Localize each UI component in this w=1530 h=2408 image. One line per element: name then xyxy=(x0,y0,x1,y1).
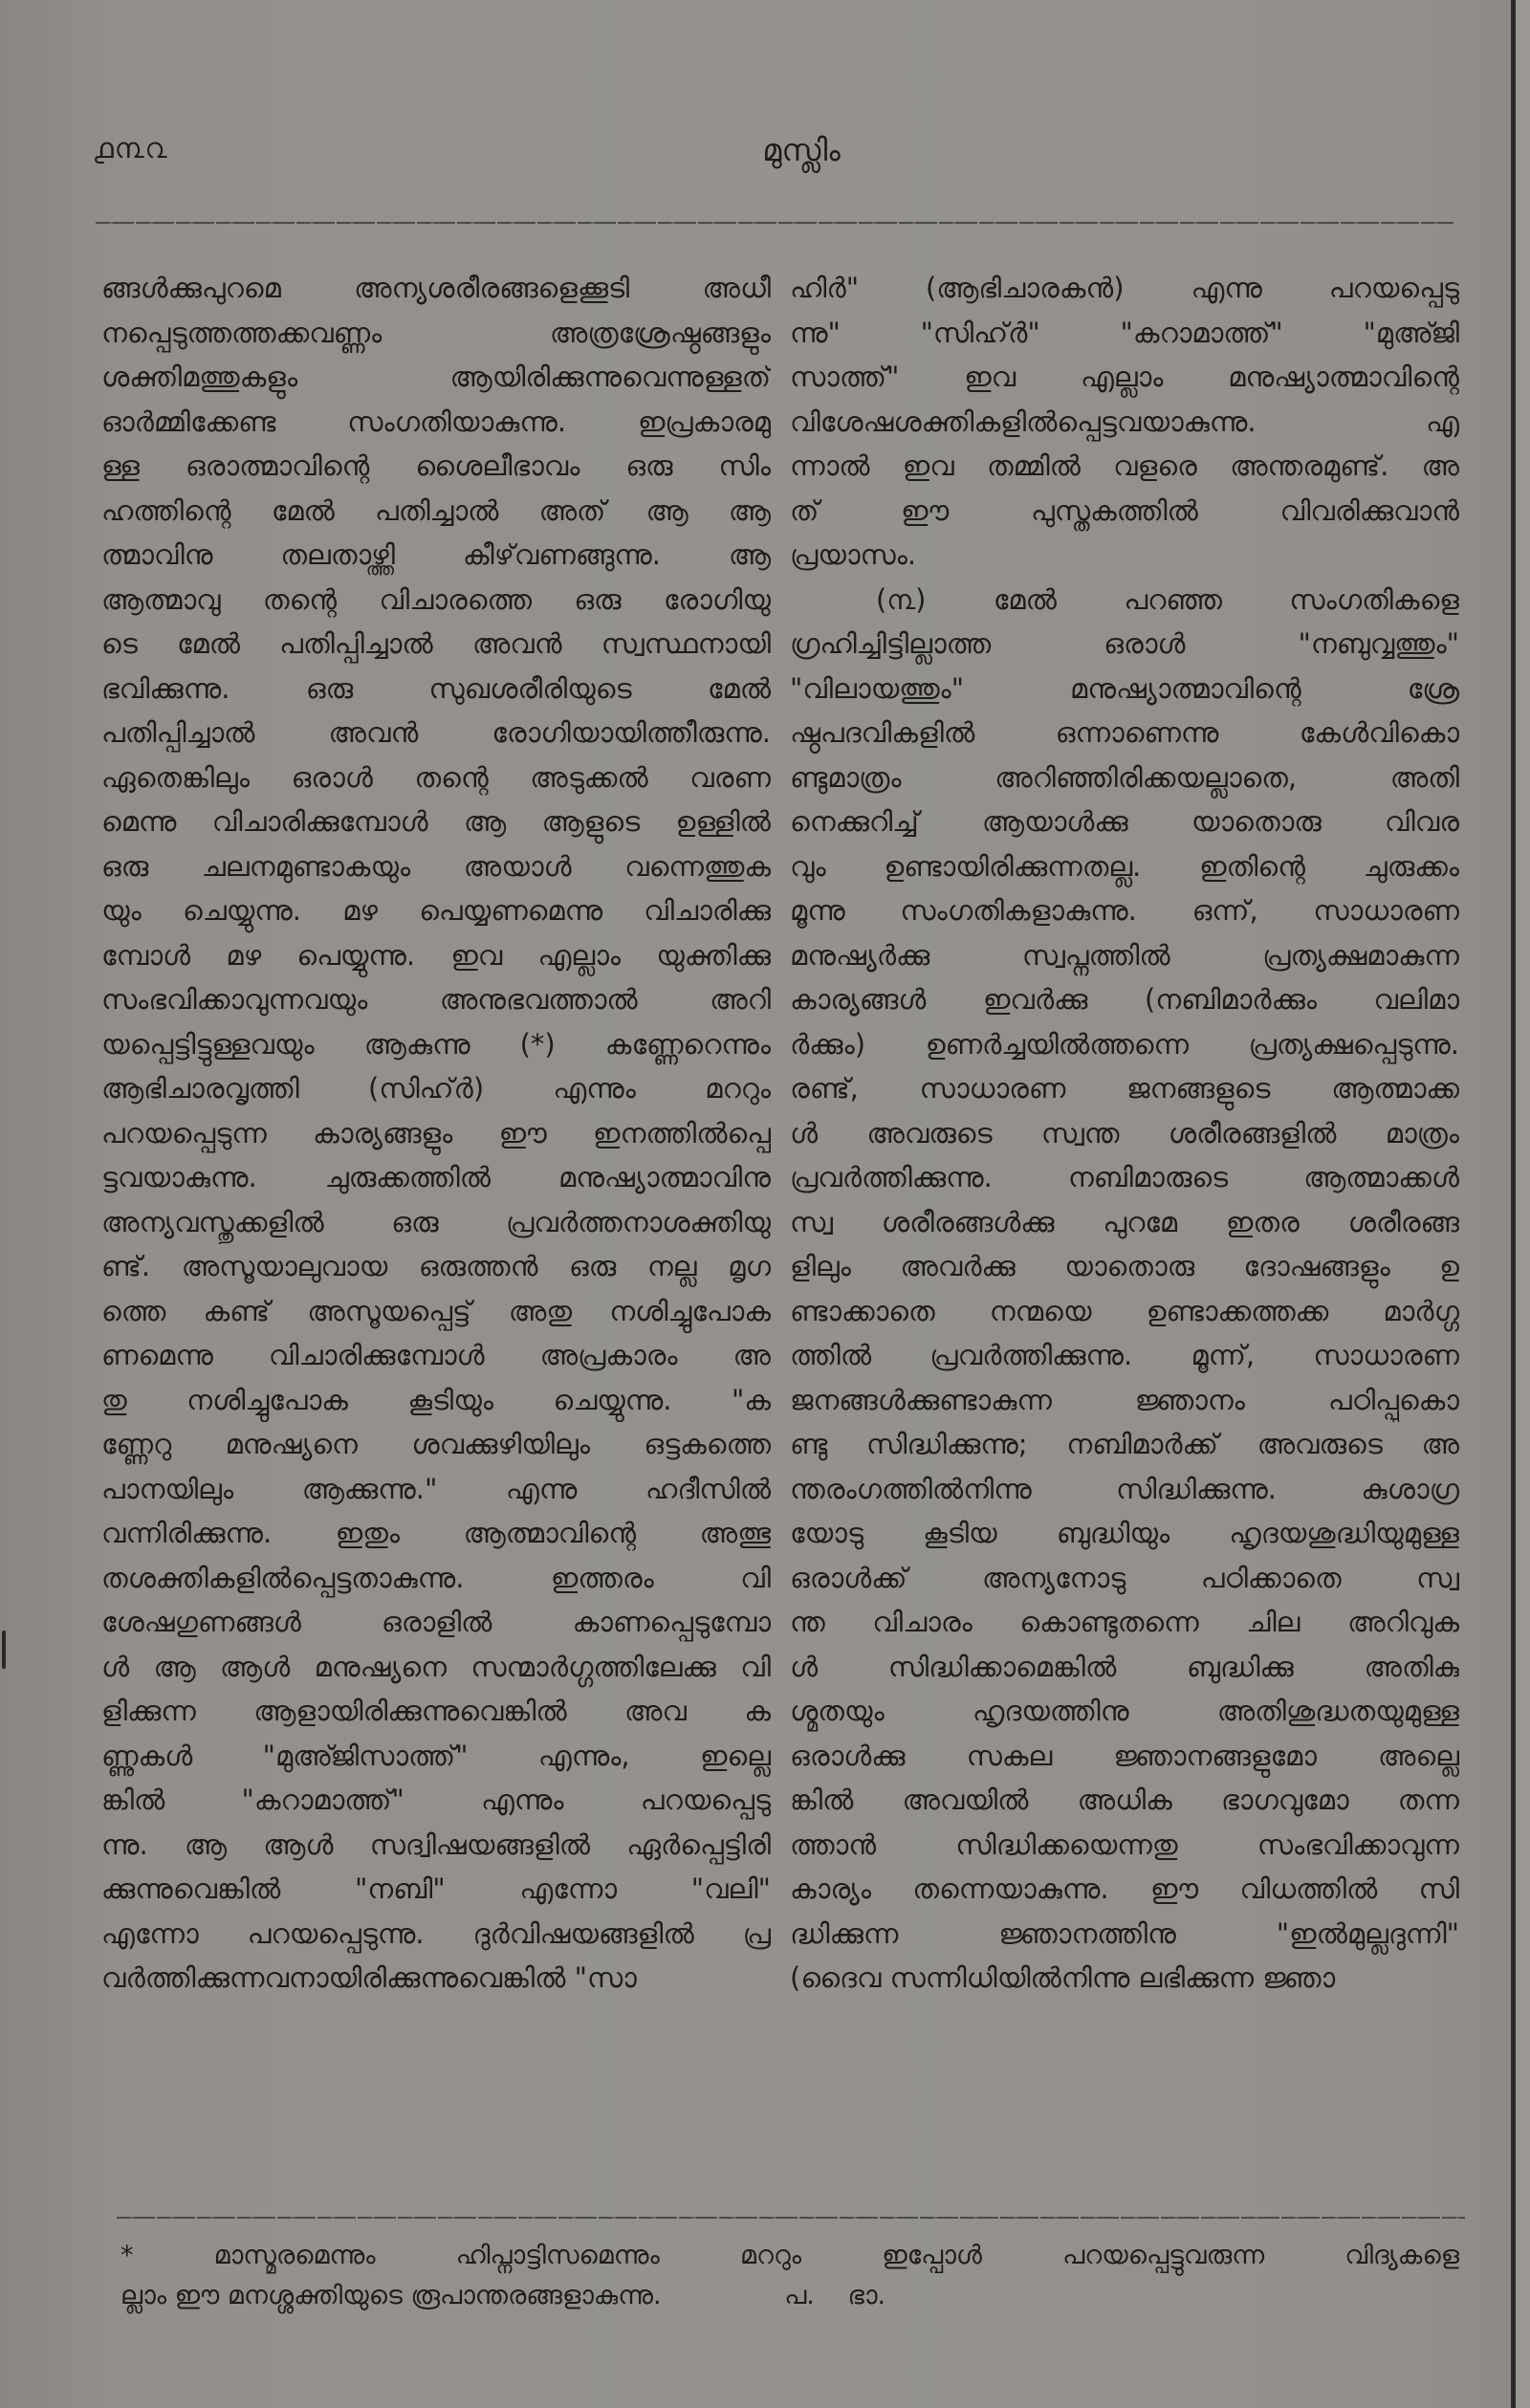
text-line: തു നശിച്ചുപോക കൂടിയും ചെയ്യുന്നു. "ക xyxy=(101,1383,771,1416)
text-line: ണ്ടുമാത്രം അറിഞ്ഞിരിക്കയല്ലാതെ, അതി xyxy=(790,760,1459,794)
text-line: ന്ത വിചാരം കൊണ്ടുതന്നെ ചില അറിവുക xyxy=(790,1606,1459,1638)
text-line: ണ്ടു സിദ്ധിക്കുന്നു; നബിമാർക്ക് അവരുടെ അ xyxy=(790,1428,1459,1460)
left-column xyxy=(101,266,771,2001)
text-line: ത്മാവിനു തലതാഴ്ത്തി കീഴ്‌വണങ്ങുന്നു. ആ xyxy=(101,538,771,571)
text-line: അന്യവസ്തുക്കളിൽ ഒരു പ്രവർത്തനാശക്തിയു xyxy=(101,1205,771,1238)
text-line: ത്തിൽ പ്രവർത്തിക്കുന്നു. മൂന്ന്, സാധാരണ xyxy=(790,1339,1459,1371)
text-line: ന്നു. ആ ആൾ സദ്വിഷയങ്ങളിൽ ഏർപ്പെട്ടിരി xyxy=(101,1828,771,1861)
text-line: ശേഷഗുണങ്ങൾ ഒരാളിൽ കാണപ്പെടുമ്പോ xyxy=(101,1606,771,1638)
text-line: ള്ള ഒരാത്മാവിന്റെ ശൈലീഭാവം ഒരു സിം xyxy=(101,449,771,482)
text-line: ന്തരംഗത്തിൽനിന്നു സിദ്ധിക്കുന്നു. കുശാഗ്ര xyxy=(790,1472,1459,1505)
text-line: തശക്തികളിൽപ്പെട്ടതാകുന്നു. ഇത്തരം വി xyxy=(101,1561,771,1594)
text-line: ൾ അവരുടെ സ്വന്ത ശരീരങ്ങളിൽ മാത്രം xyxy=(790,1116,1459,1149)
text-line: ആഭിചാരവൃത്തി (സിഹ്‌ർ) എന്നും മററും xyxy=(101,1072,771,1105)
text-line: ളിലും അവർക്കു യാതൊരു ദോഷങ്ങളും ഉ xyxy=(790,1250,1459,1282)
signature-initial: പ. xyxy=(784,2281,815,2310)
text-line: ഒരാൾക്ക് അന്യനോടു പഠിക്കാതെ സ്വ xyxy=(790,1561,1459,1594)
text-line: ഷ്ഠപദവികളിൽ ഒന്നാണെന്നു കേൾവികൊ xyxy=(790,716,1459,749)
text-line: ദ്ധിക്കുന്ന ജ്ഞാനത്തിനു "ഇൽമുല്ലദുന്നി" xyxy=(790,1916,1459,1950)
text-line: മൂന്നു സംഗതികളാകുന്നു. ഒന്ന്, സാധാരണ xyxy=(790,894,1459,927)
text-line: ങ്കിൽ അവയിൽ അധിക ഭാഗവുമോ തന്ന xyxy=(790,1784,1459,1816)
header-rule xyxy=(96,222,1454,224)
text-line: സാത്ത്" ഇവ എല്ലാം മനുഷ്യാത്മാവിന്റെ xyxy=(790,361,1459,393)
text-line: ന്നാൽ ഇവ തമ്മിൽ വളരെ അന്തരമുണ്ട്. അ xyxy=(790,449,1459,482)
text-line: യും ചെയ്യുന്നു. മഴ പെയ്യണമെന്നു വിചാരിക്കു xyxy=(101,894,771,927)
text-line: ശക്തിമത്തുകളും ആയിരിക്കുന്നുവെന്നുള്ളത് xyxy=(101,361,771,393)
text-line: ങ്ങൾക്കുപുറമെ അന്യശരീരങ്ങളെക്കൂടി അധീ xyxy=(101,272,771,304)
text-line: പാനയിലും ആക്കുന്നു." എന്നു ഹദീസിൽ xyxy=(101,1472,771,1505)
text-line: ണ്ണുകൾ "മുഅ്ജിസാത്ത്" എന്നും, ഇല്ലെ xyxy=(101,1739,771,1772)
next-page-edge xyxy=(1516,0,1530,2408)
text-line: ഭവിക്കുന്നു. ഒരു സുഖശരീരിയുടെ മേൽ xyxy=(101,671,771,705)
text-line: ണ്ട്. അസൂയാലുവായ ഒരുത്തൻ ഒരു നല്ല മൃഗ xyxy=(101,1250,771,1282)
text-line: രണ്ട്, സാധാരണ ജനങ്ങളുടെ ആത്മാക്ക xyxy=(790,1072,1459,1105)
margin-mark xyxy=(2,1631,6,1669)
text-line: ർക്കും) ഉണർച്ചയിൽത്തന്നെ പ്രത്യക്ഷപ്പെടുന്നു. xyxy=(790,1027,1459,1061)
text-line: യോടു കൂടിയ ബുദ്ധിയും ഹൃദയശുദ്ധിയുമുള്ള xyxy=(790,1517,1459,1549)
text-line: ഏതെങ്കിലും ഒരാൾ തന്റെ അടുക്കൽ വരണ xyxy=(101,760,771,794)
text-line: പ്രയാസം. xyxy=(790,538,917,571)
page-number: ൧൩൨ xyxy=(94,132,168,165)
text-line: ന്നു" "സിഹ്‌ർ" "കറാമാത്ത്" "മുഅ്ജി xyxy=(790,316,1459,349)
right-column xyxy=(790,266,1459,2001)
text-line: നെക്കുറിച്ച് ആയാൾക്കു യാതൊരു വിവര xyxy=(790,805,1459,838)
text-line: വന്നിരിക്കുന്നു. ഇതും ആത്മാവിന്റെ അത്ഭു xyxy=(101,1517,771,1549)
footnote-signature xyxy=(784,2281,910,2310)
text-line: ണമെന്നു വിചാരിക്കുമ്പോൾ അപ്രകാരം അ xyxy=(101,1339,771,1371)
text-line: ഹത്തിന്റെ മേൽ പതിച്ചാൽ അത് ആ ആ xyxy=(101,493,771,527)
text-line: ൾ ആ ആൾ മനുഷ്യനെ സന്മാർഗ്ഗത്തിലേക്കു വി xyxy=(101,1650,771,1683)
text-line: ത് ഈ പുസ്തകത്തിൽ വിവരിക്കുവാൻ xyxy=(790,493,1459,527)
text-line: ങ്കിൽ "കറാമാത്ത്" എന്നും പറയപ്പെടു xyxy=(101,1784,771,1816)
text-line: ത്തെ കണ്ട് അസൂയപ്പെട്ട് അതു നശിച്ചുപോക xyxy=(101,1294,771,1327)
text-line: ഗ്രഹിച്ചിട്ടില്ലാത്ത ഒരാൾ "നബുവ്വത്തും" xyxy=(790,627,1459,660)
text-line: "വിലായത്തും" മനുഷ്യാത്മാവിന്റെ ശ്രേ xyxy=(790,671,1459,705)
footnote-line: * മാസ്മരമെന്നും ഹിപ്നാട്ടിസമെന്നും മററും ഇപ്പോൾ പറയപ്പെട്ടുവരുന്ന വിദ്യകളെ xyxy=(120,2241,1459,2270)
text-line: ജനങ്ങൾക്കുണ്ടാകുന്ന ജ്ഞാനം പഠിപ്പുകൊ xyxy=(790,1383,1459,1416)
text-line: ആത്മാവു തന്റെ വിചാരത്തെ ഒരു രോഗിയു xyxy=(101,582,771,616)
text-line: പ്രവർത്തിക്കുന്നു. നബിമാരുടെ ആത്മാക്കൾ xyxy=(790,1161,1459,1193)
page-header xyxy=(94,132,1471,180)
text-line: ട്ടവയാകുന്നു. ചുരുക്കത്തിൽ മനുഷ്യാത്മാവിനു xyxy=(101,1161,771,1193)
text-line: ഒരാൾക്കു സകല ജ്ഞാനങ്ങളുമോ അല്ലെ xyxy=(790,1739,1459,1772)
text-line: വിശേഷശക്തികളിൽപ്പെട്ടവയാകുന്നു. എ xyxy=(790,405,1459,438)
text-line: കാര്യങ്ങൾ ഇവർക്കു (നബിമാർക്കും വലിമാ xyxy=(790,983,1459,1016)
text-line: (൩) മേൽ പറഞ്ഞ സംഗതികളെ xyxy=(876,582,1459,616)
signature-initial: ഭാ. xyxy=(847,2281,886,2310)
text-line: ത്താൻ സിദ്ധിക്കയെന്നതു സംഭവിക്കാവുന്ന xyxy=(790,1828,1459,1861)
text-line: ണ്ടാക്കാതെ നന്മയെ ഉണ്ടാക്കത്തക്ക മാർഗ്ഗ xyxy=(790,1294,1459,1327)
text-line: യപ്പെട്ടിട്ടുള്ളവയും ആകുന്നു (*) കണ്ണേറെന്നും xyxy=(101,1027,771,1061)
footnote xyxy=(120,2236,1459,2316)
text-line: വും ഉണ്ടായിരിക്കുന്നതല്ല. ഇതിന്റെ ചുരുക്കം xyxy=(790,849,1459,883)
text-line: ക്കുന്നുവെങ്കിൽ "നബി" എന്നോ "വലി" xyxy=(101,1872,771,1905)
text-line: ണ്ണേറു മനുഷ്യനെ ശവക്കുഴിയിലും ഒട്ടകത്തെ xyxy=(101,1428,771,1460)
text-line: കാര്യം തന്നെയാകുന്നു. ഈ വിധത്തിൽ സി xyxy=(790,1872,1459,1905)
text-line: സംഭവിക്കാവുന്നവയും അനുഭവത്താൽ അറി xyxy=(101,983,771,1016)
text-line: മ്പോൾ മഴ പെയ്യുന്നു. ഇവ എല്ലാം യുക്തിക്കു xyxy=(101,938,771,972)
text-line: ടെ മേൽ പതിപ്പിച്ചാൽ അവൻ സ്വസ്ഥനായി xyxy=(101,627,771,660)
text-line: നപ്പെടുത്തത്തക്കവണ്ണം അത്രശ്രേഷ്ഠങ്ങളും xyxy=(101,316,771,349)
running-title: മുസ്ലിം xyxy=(762,132,841,168)
text-line: ശ്മതയും ഹൃദയത്തിനു അതിശുദ്ധതയുമുള്ള xyxy=(790,1695,1459,1727)
text-line: ഓർമ്മിക്കേണ്ട സംഗതിയാകുന്നു. ഇപ്രകാരമു xyxy=(101,405,771,438)
text-line: ഒരു ചലനമുണ്ടാകയും അയാൾ വന്നെത്തുക xyxy=(101,849,771,883)
text-line: പതിപ്പിച്ചാൽ അവൻ രോഗിയായിത്തീരുന്നു. xyxy=(101,716,771,749)
text-line: ൾ സിദ്ധിക്കാമെങ്കിൽ ബുദ്ധിക്കു അതികു xyxy=(790,1650,1459,1683)
text-line: പറയപ്പെടുന്ന കാര്യങ്ങളും ഈ ഇനത്തിൽപ്പെ xyxy=(101,1116,771,1149)
footnote-rule xyxy=(117,2217,1465,2219)
footnote-text: ല്ലാം ഈ മനശ്ശക്തിയുടെ രൂപാന്തരങ്ങളാകുന്നു. xyxy=(120,2281,662,2310)
text-line: എന്നോ പറയപ്പെടുന്നു. ദുർവിഷയങ്ങളിൽ പ്ര xyxy=(101,1916,771,1950)
text-line: മനുഷ്യർക്കു സ്വപ്നത്തിൽ പ്രത്യക്ഷമാകുന്ന xyxy=(790,938,1459,972)
text-line: ളിക്കുന്ന ആളായിരിക്കുന്നുവെങ്കിൽ അവ ക xyxy=(101,1695,771,1727)
text-line: വർത്തിക്കുന്നവനായിരിക്കുന്നുവെങ്കിൽ "സാ xyxy=(101,1961,637,1994)
text-line: സ്വ ശരീരങ്ങൾക്കു പുറമേ ഇതര ശരീരങ്ങ xyxy=(790,1205,1459,1238)
text-line: ഹിർ" (ആഭിചാരകൻ) എന്നു പറയപ്പെടു xyxy=(790,272,1459,304)
text-line: (ദൈവ സന്നിധിയിൽനിന്നു ലഭിക്കുന്ന ജ്ഞാ xyxy=(790,1961,1336,1994)
footnote-line xyxy=(120,2276,1459,2316)
text-line: മെന്നു വിചാരിക്കുമ്പോൾ ആ ആളുടെ ഉള്ളിൽ xyxy=(101,805,771,838)
